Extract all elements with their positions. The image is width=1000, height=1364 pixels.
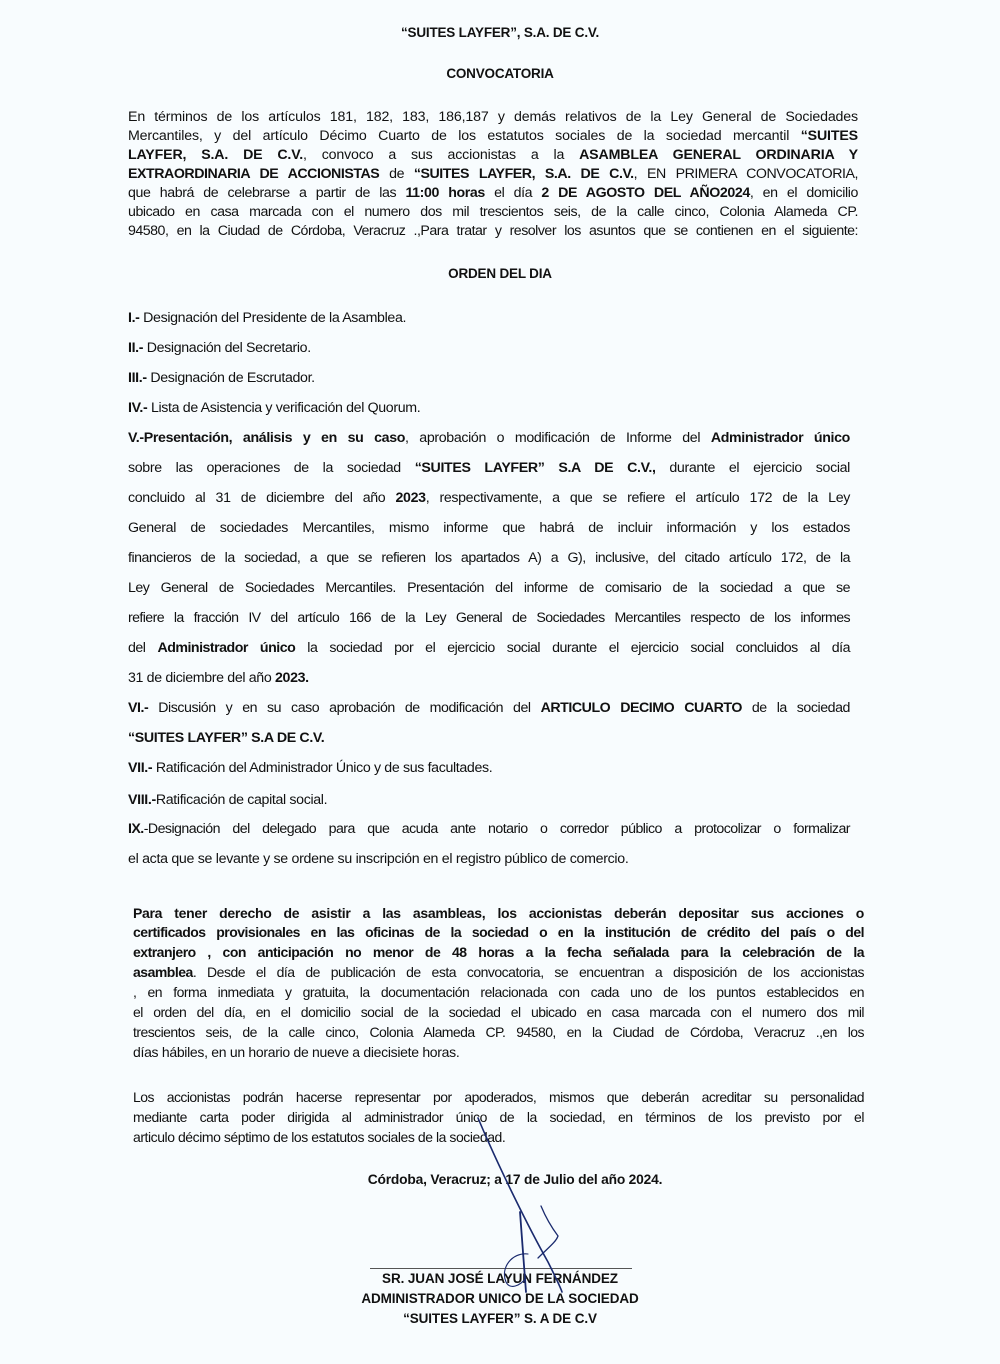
text-run: que habrá de celebrarse a partir de las bbox=[128, 185, 406, 201]
item-text: Lista de Asistencia y verificación del Quorum. bbox=[147, 400, 421, 416]
item-line: General de sociedades Mercantiles, mismo informe que habrá de incluir información y los estados bbox=[128, 520, 850, 536]
bold-run: V.-Presentación, análisis y en su caso bbox=[128, 430, 406, 446]
bold-run: EXTRAORDINARIA DE ACCIONISTAS bbox=[128, 166, 380, 182]
bold-run: Administrador único bbox=[710, 430, 850, 446]
bold-run: “SUITES LAYFER” S.A DE C.V., bbox=[414, 460, 656, 476]
text-run: Discusión y en su caso aprobación de modificación del bbox=[148, 700, 541, 716]
text-run: , aprobación o modificación de Informe del bbox=[405, 430, 711, 446]
paragraph-line: días hábiles, en un horario de nueve a diecisiete horas. bbox=[133, 1044, 460, 1060]
bold-run: “SUITES LAYFER” S.A DE C.V. bbox=[128, 730, 325, 746]
item-text: Designación del Secretario. bbox=[143, 340, 311, 356]
item-text: Designación de Escrutador. bbox=[146, 370, 315, 386]
signatory-role: ADMINISTRADOR UNICO DE LA SOCIEDAD bbox=[361, 1291, 639, 1306]
item-number: IX. bbox=[128, 821, 144, 837]
bold-run: Administrador único bbox=[157, 640, 296, 656]
intro-line: En términos de los artículos 181, 182, 183, 186,187 y demás relativos de la Ley General de Sociedades bbox=[128, 109, 858, 125]
item-number: II.- bbox=[128, 340, 144, 356]
bold-run: 2023. bbox=[274, 670, 309, 686]
document-title: CONVOCATORIA bbox=[446, 66, 554, 81]
bold-run: 11:00 horas bbox=[405, 185, 485, 201]
item-line: Ley General de Sociedades Mercantiles. Presentación del informe de comisario de la sociedad a que se bbox=[128, 580, 850, 596]
text-run: , respectivamente, a que se refiere el artículo 172 de la Ley bbox=[425, 490, 850, 506]
text-run: de bbox=[379, 166, 414, 182]
text-run: . Desde el día de publicación de esta convocatoria, se encuentran a disposición de los accionistas bbox=[192, 964, 864, 980]
item-text: Ratificación del Administrador Único y de sus facultades. bbox=[152, 760, 493, 776]
intro-line: 94580, en la Ciudad de Córdoba, Veracruz .,Para tratar y resolver los asuntos que se contienen en el siguiente: bbox=[128, 223, 858, 239]
bold-run: LAYFER, S.A. DE C.V. bbox=[128, 147, 304, 163]
text-run: , en el domicilio bbox=[749, 185, 858, 201]
item-number: VII.- bbox=[128, 760, 153, 776]
paragraph-line: certificados provisionales en las oficinas de la sociedad o en la institución de crédito del país o del bbox=[133, 924, 864, 940]
bold-run: 2 DE AGOSTO DEL AÑO2024 bbox=[541, 185, 750, 201]
paragraph-line: articulo décimo séptimo de los estatutos sociales de la sociedad. bbox=[133, 1129, 506, 1145]
item-text: Designación del Presidente de la Asamblea. bbox=[139, 310, 407, 326]
bold-run: ASAMBLEA GENERAL ORDINARIA Y bbox=[579, 147, 858, 163]
bold-run: asamblea bbox=[133, 964, 193, 980]
text-run: , EN PRIMERA CONVOCATORIA, bbox=[633, 166, 858, 182]
signatory-name: SR. JUAN JOSÉ LAYUN FERNÁNDEZ bbox=[382, 1271, 618, 1286]
paragraph-line: el orden del día, en el domicilio social de la sociedad el ubicado en casa marcada con el numero dos mil bbox=[133, 1004, 864, 1020]
item-line: refiere la fracción IV del artículo 166 de la Ley General de Sociedades Mercantiles respecto de los informes bbox=[128, 610, 850, 626]
text-run: durante el ejercicio social bbox=[655, 460, 850, 476]
item-number: III.- bbox=[128, 370, 147, 386]
paragraph-line: Para tener derecho de asistir a las asambleas, los accionistas deberán depositar sus acciones o bbox=[133, 905, 864, 921]
paragraph-line: trescientos seis, de la calle cinco, Colonia Alameda CP. 94580, en la Ciudad de Córdoba, Veracruz .,en los bbox=[133, 1024, 864, 1040]
bold-run: “SUITES LAYFER, S.A. DE C.V. bbox=[413, 166, 634, 182]
paragraph-line: , en forma inmediata y gratuita, la documentación relacionada con cada uno de los puntos establecidos en bbox=[133, 984, 864, 1000]
paragraph-line: Los accionistas podrán hacerse representar por apoderados, mismos que deberán acreditar su personalidad bbox=[133, 1089, 864, 1105]
item-text: Ratificación de capital social. bbox=[155, 792, 328, 808]
bold-run: 2023 bbox=[395, 490, 426, 506]
signatory-company: “SUITES LAYFER” S. A DE C.V bbox=[403, 1311, 597, 1326]
bold-run: “SUITES bbox=[800, 128, 858, 144]
text-run: Mercantiles, y del artículo Décimo Cuarto de los estatutos sociales de la sociedad mercantil bbox=[128, 128, 801, 144]
text-run: , convoco a sus accionistas a la bbox=[303, 147, 580, 163]
paragraph-line: extranjero , con anticipación no menor de 48 horas a la fecha señalada para la celebración de la bbox=[133, 944, 864, 960]
text-run: del bbox=[128, 640, 158, 656]
item-number: VI.- bbox=[128, 700, 149, 716]
item-line: financieros de la sociedad, a que se refieren los apartados A) a G), inclusive, del citado artículo 172, de la bbox=[128, 550, 850, 566]
item-line: el acta que se levante y se ordene su inscripción en el registro público de comercio. bbox=[128, 851, 629, 867]
item-number: I.- bbox=[128, 310, 140, 326]
text-run: el día bbox=[484, 185, 542, 201]
item-number: VIII.- bbox=[128, 792, 156, 808]
text-run: concluido al 31 de diciembre del año bbox=[128, 490, 396, 506]
text-run: sobre las operaciones de la sociedad bbox=[128, 460, 415, 476]
signature-stroke bbox=[478, 1118, 562, 1292]
bold-run: ARTICULO DECIMO CUARTO bbox=[540, 700, 742, 716]
text-run: la sociedad por el ejercicio social durante el ejercicio social concluidos al día bbox=[295, 640, 850, 656]
item-number: IV.- bbox=[128, 400, 148, 416]
text-run: -Designación del delegado para que acuda ante notario o corredor público a protocolizar o formalizar bbox=[143, 821, 850, 837]
agenda-title: ORDEN DEL DIA bbox=[448, 266, 552, 281]
company-header: “SUITES LAYFER”, S.A. DE C.V. bbox=[401, 25, 599, 40]
date-line: Córdoba, Veracruz; a 17 de Julio del año 2024. bbox=[367, 1172, 663, 1187]
text-run: 31 de diciembre del año bbox=[128, 670, 275, 686]
intro-line: ubicado en casa marcada con el numero dos mil trescientos seis, de la calle cinco, Colonia Alameda CP. bbox=[128, 204, 858, 220]
text-run: de la sociedad bbox=[741, 700, 850, 716]
paragraph-line: mediante carta poder dirigida al administrador único de la sociedad, en términos de los previsto por el bbox=[133, 1109, 864, 1125]
